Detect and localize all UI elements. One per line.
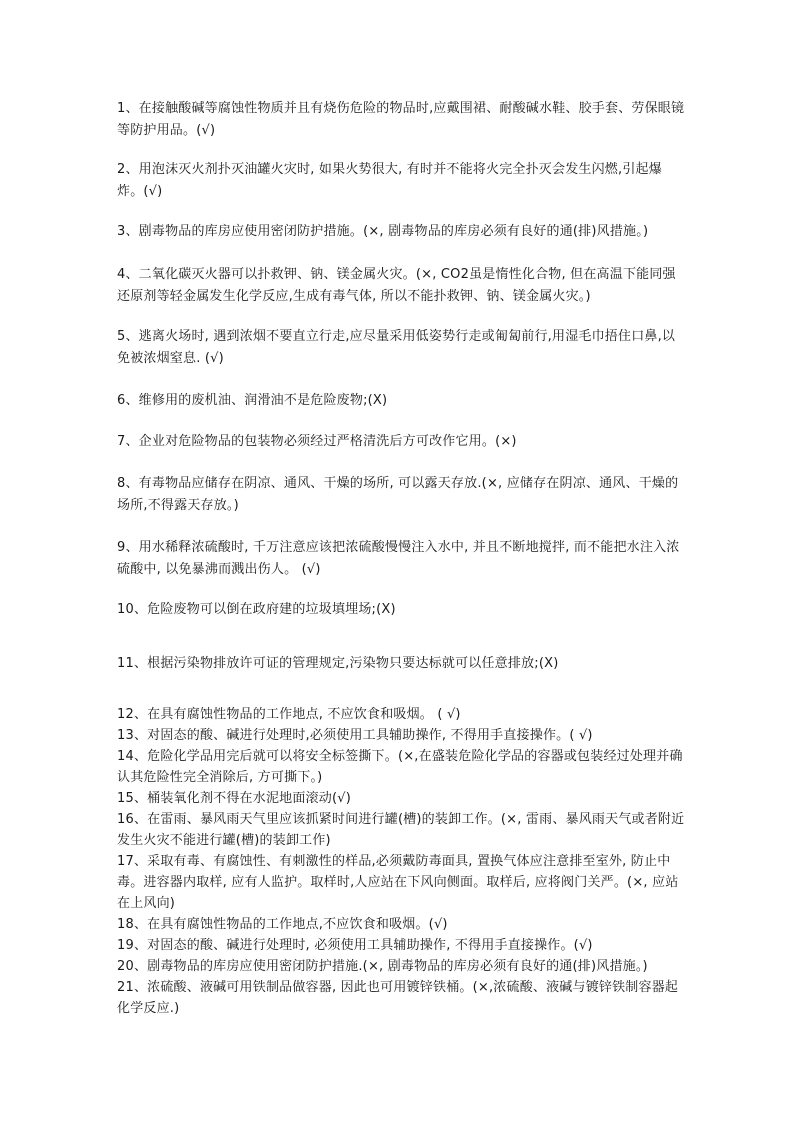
question-item-5: 5、逃离火场时, 遇到浓烟不要直立行走,应尽量采用低姿势行走或匍匐前行,用湿毛巾捂住口鼻,以免被浓烟窒息. (√) xyxy=(117,329,676,366)
question-item-10: 10、危险废物可以倒在政府建的垃圾填埋场;(X) xyxy=(117,602,396,617)
question-item-4: 4、二氧化碳灭火器可以扑救钾、钠、镁金属火灾。(×, CO2虽是惰性化合物, 但在高温下能同强还原剂等轻金属发生化学反应,生成有毒气体, 所以不能扑救钾、钠、镁金属火灾。) xyxy=(117,267,676,304)
question-item-13: 13、对固态的酸、碱进行处理时,必须使用工具辅助操作, 不得用手直接操作。( √) xyxy=(117,728,593,743)
question-item-7: 7、企业对危险物品的包装物必须经过严格清洗后方可改作它用。(×) xyxy=(117,434,517,449)
question-item-18: 18、在具有腐蚀性物品的工作地点,不应饮食和吸烟。(√) xyxy=(117,917,448,932)
question-item-12: 12、在具有腐蚀性物品的工作地点, 不应饮食和吸烟。 ( √) xyxy=(117,707,461,722)
question-item-20: 20、剧毒物品的库房应使用密闭防护措施.(×, 剧毒物品的库房必须有良好的通(排)风措施。) xyxy=(117,959,648,974)
question-item-19: 19、对固态的酸、碱进行处理时, 必须使用工具辅助操作, 不得用手直接操作。(√) xyxy=(117,938,593,953)
question-item-3: 3、剧毒物品的库房应使用密闭防护措施。(×, 剧毒物品的库房必须有良好的通(排)风措施。) xyxy=(117,224,649,239)
question-item-14: 14、危险化学品用完后就可以将安全标签撕下。(×,在盛装危险化学品的容器或包装经过处理并确认其危险性完全消除后, 方可撕下。) xyxy=(117,749,683,785)
question-item-2: 2、用泡沫灭火剂扑灭油罐火灾时, 如果火势很大, 有时并不能将火完全扑灭会发生闪燃,引起爆炸。(√) xyxy=(117,162,662,199)
question-item-21: 21、浓硫酸、液碱可用铁制品做容器, 因此也可用镀锌铁桶。(×,浓硫酸、液碱与镀锌铁制容器起化学反应.) xyxy=(117,980,679,1016)
question-item-15: 15、桶装氧化剂不得在水泥地面滚动(√) xyxy=(117,791,351,806)
question-item-1: 1、在接触酸碱等腐蚀性物质并且有烧伤危险的物品时,应戴围裙、耐酸碱水鞋、胶手套、劳保眼镜等防护用品。(√) xyxy=(117,101,685,138)
question-item-9: 9、用水稀释浓硫酸时, 千万注意应该把浓硫酸慢慢注入水中, 并且不断地搅拌, 而不能把水注入浓硫酸中, 以免暴沸而溅出伤人。 (√) xyxy=(117,540,680,577)
question-item-17: 17、采取有毒、有腐蚀性、有刺激性的样品,必须戴防毒面具, 置换气体应注意排至室外, 防止中毒。进容器内取样, 应有人监护。取样时,人应站在下风向侧面。取样后, 应将阀门关严。(×, 应站在上风向) xyxy=(117,854,679,911)
question-item-6: 6、维修用的废机油、润滑油不是危险废物;(X) xyxy=(117,393,388,408)
question-item-16: 16、在雷雨、暴风雨天气里应该抓紧时间进行罐(槽)的装卸工作。(×, 雷雨、暴风雨天气或者附近发生火灾不能进行罐(槽)的装卸工作) xyxy=(117,812,685,848)
question-item-8: 8、有毒物品应储存在阴凉、通风、干燥的场所, 可以露天存放.(×, 应储存在阴凉、通风、干燥的场所,不得露天存放。) xyxy=(117,476,679,513)
question-item-11: 11、根据污染物排放许可证的管理规定,污染物只要达标就可以任意排放;(X) xyxy=(117,656,559,671)
